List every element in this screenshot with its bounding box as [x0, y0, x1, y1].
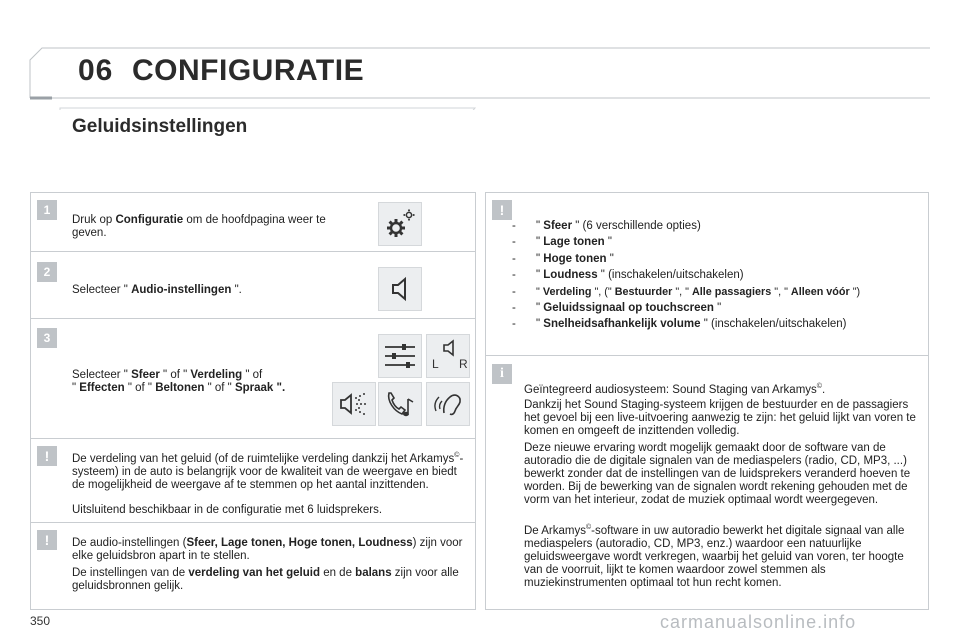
audio-options-list — [512, 218, 922, 333]
divider — [30, 318, 476, 319]
warning-icon: ! — [37, 446, 57, 466]
speaker-icon[interactable] — [378, 267, 422, 311]
list-item: - " Snelheidsafhankelijk volume " (inschakelen/uitschakelen) — [512, 318, 847, 331]
warning-2-text: De audio-instellingen (Sfeer, Lage tonen, Hoge tonen, Loudness) zijn voor elke geluidsbron apart in te stellen. — [72, 537, 463, 562]
balance-left-label: L — [432, 357, 439, 371]
warning-1-text: De verdeling van het geluid (of de ruimtelijke verdeling dankzij het Arkamys©-systeem) in de auto is belangrijk voor de kwaliteit van de weergave en biedt de mogelijkheid de weergave af te stemmen op het aantal inzittenden. — [72, 452, 464, 491]
step-1-badge: 1 — [37, 200, 57, 220]
sound-effects-icon[interactable] — [332, 382, 376, 426]
balance-lr-icon[interactable] — [426, 334, 470, 378]
step-3-badge: 3 — [37, 328, 57, 348]
step-1-text: Druk op Configuratie om de hoofdpagina weer te geven. — [72, 214, 326, 239]
list-item: - " Hoge tonen " — [512, 252, 614, 265]
chapter-title: CONFIGURATIE — [132, 54, 365, 87]
ringtone-icon[interactable] — [378, 382, 422, 426]
info-text-4: De Arkamys©-software in uw autoradio bewerkt het digitale signaal van alle mediaspelers (autoradio, CD, MP3, enz.) waardoor een natuurlijke geluidsweergave wordt verkregen, waarbij het geluid van voren, ter hoogte van de voorruit, lijkt te komen waardoor zowel stemmen als muziekinstrumenten optimaal tot hun recht komen. — [524, 524, 905, 589]
warning-2-note: De instellingen van de verdeling van het geluid en de balans zijn voor alle geluidsbronnen gelijk. — [72, 567, 459, 592]
chapter-number: 06 — [78, 54, 114, 87]
page-number: 350 — [30, 614, 51, 628]
info-text-2: Dankzij het Sound Staging-systeem krijgen de bestuurder en de passagiers het gevoel bij een live-uitvoering aanwezig te zijn: het geluid lijkt van voren te komen en omgeeft de inzittenden volledig. — [524, 399, 916, 437]
divider — [30, 438, 476, 439]
list-item: - " Lage tonen " — [512, 236, 612, 249]
info-icon: i — [492, 364, 512, 384]
section-title: Geluidsinstellingen — [72, 116, 248, 137]
info-text-3: Deze nieuwe ervaring wordt mogelijk gemaakt door de software van de autoradio die de digitale signalen van de mediaspelers (radio, CD, MP3, ...) bewerkt zonder dat de instellingen van de luidsprekers veranderd hoeven te worden. Bij de bewerking van de signalen wordt rekening gehouden met de vorm van het interieur, zodat de muziek optimaal wordt weergegeven. — [524, 442, 911, 506]
list-item: - " Loudness " (inschakelen/uitschakelen) — [512, 269, 744, 282]
list-item: - " Verdeling ", (" Bestuurder ", " Alle passagiers ", " Alleen vóór ") — [512, 285, 861, 298]
list-item: - " Geluidssignaal op touchscreen " — [512, 302, 722, 315]
warning-icon: ! — [37, 530, 57, 550]
gears-icon[interactable] — [378, 202, 422, 246]
warning-icon: ! — [492, 200, 512, 220]
balance-right-label: R — [459, 357, 468, 371]
warning-1-note: Uitsluitend beschikbaar in de configuratie met 6 luidsprekers. — [72, 504, 383, 516]
divider — [30, 522, 476, 523]
step-2-badge: 2 — [37, 262, 57, 282]
watermark: carmanualsonline.info — [660, 612, 857, 632]
info-text-1: Geïntegreerd audiosysteem: Sound Staging van Arkamys©. — [524, 383, 826, 396]
step-2-text: Selecteer " Audio-instellingen ". — [72, 284, 242, 296]
equalizer-icon[interactable] — [378, 334, 422, 378]
list-item: - " Sfeer " (6 verschillende opties) — [512, 220, 701, 232]
divider — [485, 355, 929, 356]
step-3-text: Selecteer " Sfeer " of " Verdeling " of " Effecten " of " Beltonen " of " Spraak ". — [72, 369, 286, 394]
divider — [30, 251, 476, 252]
voice-icon[interactable] — [426, 382, 470, 426]
